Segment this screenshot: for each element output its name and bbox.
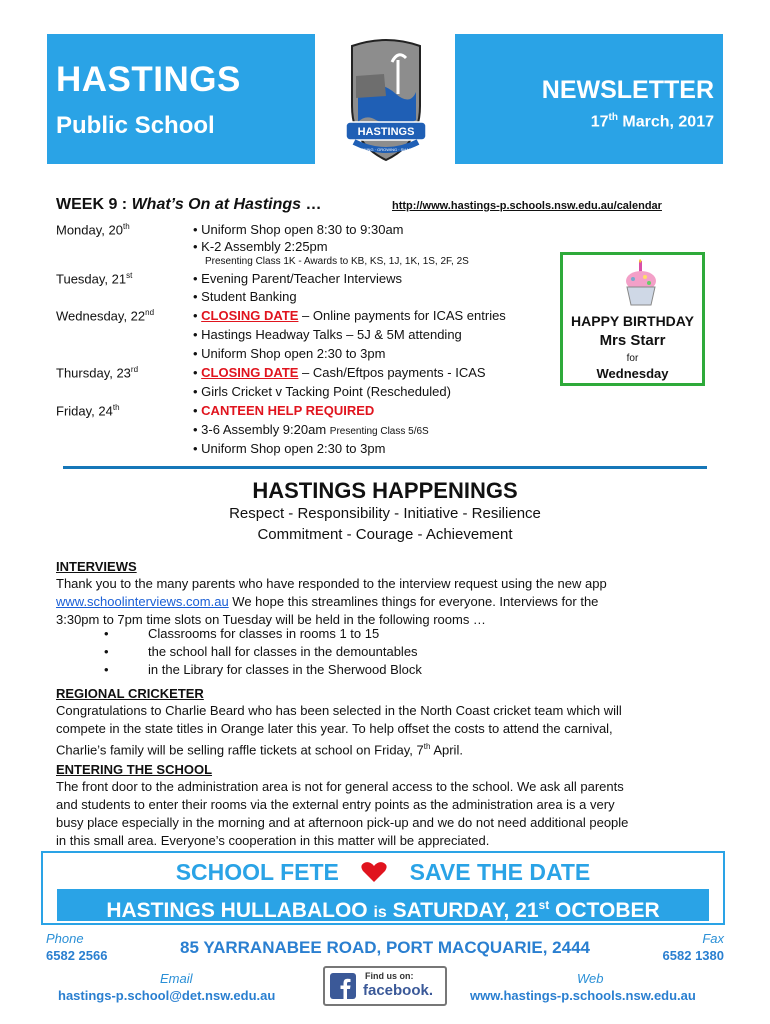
- school-subtitle: Public School: [56, 112, 215, 139]
- cricketer-text: [56, 702, 721, 759]
- event-item: [193, 308, 506, 323]
- bullet-icon: •: [104, 662, 109, 677]
- date-suffix: th: [608, 112, 618, 123]
- week-title: [56, 196, 322, 214]
- fete-bar-text: OCTOBER: [549, 899, 660, 922]
- day-monday: [56, 222, 130, 237]
- date-rest: March, 2017: [617, 113, 714, 131]
- list-item: in the Library for classes in the Sherwood Block: [148, 662, 422, 677]
- event-text: – Online payments for ICAS entries: [298, 308, 506, 323]
- email-label: Email: [160, 971, 193, 986]
- email-value[interactable]: hastings-p.school@det.nsw.edu.au: [58, 988, 276, 1003]
- paragraph-text: Charlie’s family will be selling raffle tickets at school on Friday, 7: [56, 742, 424, 758]
- birthday-heading: HAPPY BIRTHDAY: [571, 313, 694, 329]
- day-friday: [56, 403, 120, 418]
- paragraph-line: [56, 738, 721, 759]
- week-title-dots: …: [301, 196, 322, 213]
- paragraph-text: April.: [430, 742, 463, 758]
- birthday-for: for: [626, 353, 639, 364]
- week-title-italic: What’s On at Hastings: [131, 196, 302, 213]
- fete-right-text: SAVE THE DATE: [409, 859, 591, 885]
- calendar-link[interactable]: http://www.hastings-p.schools.nsw.edu.au/calendar: [392, 200, 662, 212]
- facebook-button[interactable]: [323, 966, 447, 1006]
- facebook-find-text: Find us on:: [365, 971, 414, 981]
- list-item: Classrooms for classes in rooms 1 to 15: [148, 626, 380, 641]
- event-subnote: Presenting Class 5/6S: [329, 426, 429, 437]
- fax-value: 6582 1380: [662, 948, 724, 963]
- facebook-name-text: facebook.: [363, 982, 434, 999]
- paragraph-line: busy place especially in the morning and at afternoon pick-up and we do not need additional people: [56, 815, 629, 830]
- bullet: •: [193, 308, 202, 323]
- newsletter-date: [591, 112, 714, 131]
- happenings-title: HASTINGS HAPPENINGS: [252, 478, 518, 503]
- bullet-icon: •: [104, 644, 109, 659]
- day-name: Tuesday, 21: [56, 271, 127, 287]
- phone-value: 6582 2566: [46, 948, 108, 963]
- event-item: • Uniform Shop open 8:30 to 9:30am: [193, 222, 404, 237]
- birthday-name: Mrs Starr: [599, 332, 666, 349]
- divider: [63, 466, 707, 469]
- paragraph-line: compete in the state titles in Orange later this year. To help offset the costs to attend the carnival,: [56, 721, 613, 736]
- event-item: • Student Banking: [193, 289, 297, 304]
- bullet: •: [193, 365, 202, 380]
- web-value[interactable]: www.hastings-p.schools.nsw.edu.au: [470, 988, 696, 1003]
- entering-text: [56, 778, 721, 850]
- school-logo: [336, 36, 436, 164]
- header-newsletter-box: [455, 34, 723, 164]
- paragraph-line: in this small area. Everyone’s cooperation in this matter will be appreciated.: [56, 833, 490, 848]
- event-item: [193, 403, 374, 418]
- fete-bar-text: SATURDAY, 21: [386, 899, 539, 922]
- paragraph-line: Congratulations to Charlie Beard who has been selected in the North Coast cricket team which will: [56, 703, 622, 718]
- week-title-prefix: WEEK 9 :: [56, 196, 132, 213]
- cricketer-heading: REGIONAL CRICKETER: [56, 686, 204, 701]
- logo-text: HASTINGS: [357, 126, 415, 138]
- header-school-box: [47, 34, 315, 164]
- interviews-text: [56, 575, 721, 629]
- day-sup: st: [126, 271, 133, 280]
- event-item: • K-2 Assembly 2:25pm: [193, 239, 328, 254]
- event-text: • 3-6 Assembly 9:20am: [193, 422, 330, 437]
- day-sup: th: [112, 403, 120, 412]
- bullet-icon: •: [104, 626, 109, 641]
- event-item: [193, 365, 486, 380]
- newsletter-title: NEWSLETTER: [541, 76, 714, 104]
- event-item: • Evening Parent/Teacher Interviews: [193, 271, 403, 286]
- fete-date-bar: [57, 889, 709, 921]
- school-values-line: Commitment - Courage - Achievement: [257, 526, 513, 543]
- day-thursday: [56, 365, 138, 380]
- paragraph-line: 3:30pm to 7pm time slots on Tuesday will be held in the following rooms …: [56, 612, 486, 627]
- paragraph-line: [56, 593, 721, 611]
- event-item: • Uniform Shop open 2:30 to 3pm: [193, 346, 386, 361]
- closing-date-label: CLOSING DATE: [201, 365, 299, 380]
- school-values-line: Respect - Responsibility - Initiative - Resilience: [229, 505, 541, 522]
- bullet: •: [193, 403, 202, 418]
- birthday-day: Wednesday: [596, 366, 669, 381]
- interviews-heading: INTERVIEWS: [56, 559, 137, 574]
- paragraph-text: We hope this streamlines things for everyone. Interviews for the: [228, 594, 599, 609]
- date-day: 17: [590, 113, 609, 131]
- fete-bar-text: HASTINGS HULLABALOO: [106, 899, 374, 922]
- list-item: the school hall for classes in the demountables: [148, 644, 418, 659]
- paragraph-line: Thank you to the many parents who have responded to the interview request using the new app: [56, 576, 607, 591]
- event-item: [193, 422, 429, 437]
- birthday-box: [560, 252, 705, 386]
- fete-left-text: SCHOOL FETE: [175, 859, 339, 885]
- web-label: Web: [577, 971, 604, 986]
- day-name: Thursday, 23: [56, 365, 131, 381]
- closing-date-label: CLOSING DATE: [201, 308, 299, 323]
- day-sup: th: [122, 222, 130, 231]
- heart-icon: [361, 861, 387, 883]
- fax-label: Fax: [702, 931, 724, 946]
- day-sup: rd: [130, 365, 139, 374]
- ordinal-sup: th: [423, 742, 431, 751]
- logo-motto: LEARNING · GROWING · SHARING: [353, 147, 419, 152]
- event-text: – Cash/Eftpos payments - ICAS: [298, 365, 486, 380]
- event-subnote: Presenting Class 1K - Awards to KB, KS, 1J, 1K, 1S, 2F, 2S: [205, 256, 469, 267]
- fete-banner: [41, 851, 725, 925]
- day-tuesday: [56, 271, 132, 286]
- canteen-help-label: CANTEEN HELP REQUIRED: [201, 403, 375, 418]
- day-name: Monday, 20: [56, 222, 123, 238]
- fete-bar-is: is: [373, 904, 387, 921]
- paragraph-line: and students to enter their rooms via the external entry points as the administration area is a very: [56, 797, 615, 812]
- fete-bar-sup: st: [538, 898, 550, 912]
- school-address: 85 YARRANABEE ROAD, PORT MACQUARIE, 2444: [180, 938, 590, 957]
- day-sup: nd: [145, 308, 155, 317]
- event-item: • Girls Cricket v Tacking Point (Rescheduled): [193, 384, 451, 399]
- phone-label: Phone: [46, 931, 84, 946]
- facebook-icon: [330, 973, 356, 999]
- entering-heading: ENTERING THE SCHOOL: [56, 762, 213, 777]
- event-item: • Hastings Headway Talks – 5J & 5M attending: [193, 327, 462, 342]
- day-name: Wednesday, 22: [56, 308, 146, 324]
- schoolinterviews-link[interactable]: www.schoolinterviews.com.au: [56, 594, 229, 609]
- paragraph-line: The front door to the administration area is not for general access to the school. We ask all parents: [56, 779, 624, 794]
- cupcake-icon: [621, 259, 661, 309]
- event-item: • Uniform Shop open 2:30 to 3pm: [193, 441, 386, 456]
- school-name: HASTINGS: [56, 60, 241, 99]
- day-name: Friday, 24: [56, 403, 113, 419]
- fete-headline: [43, 859, 723, 886]
- day-wednesday: [56, 308, 154, 323]
